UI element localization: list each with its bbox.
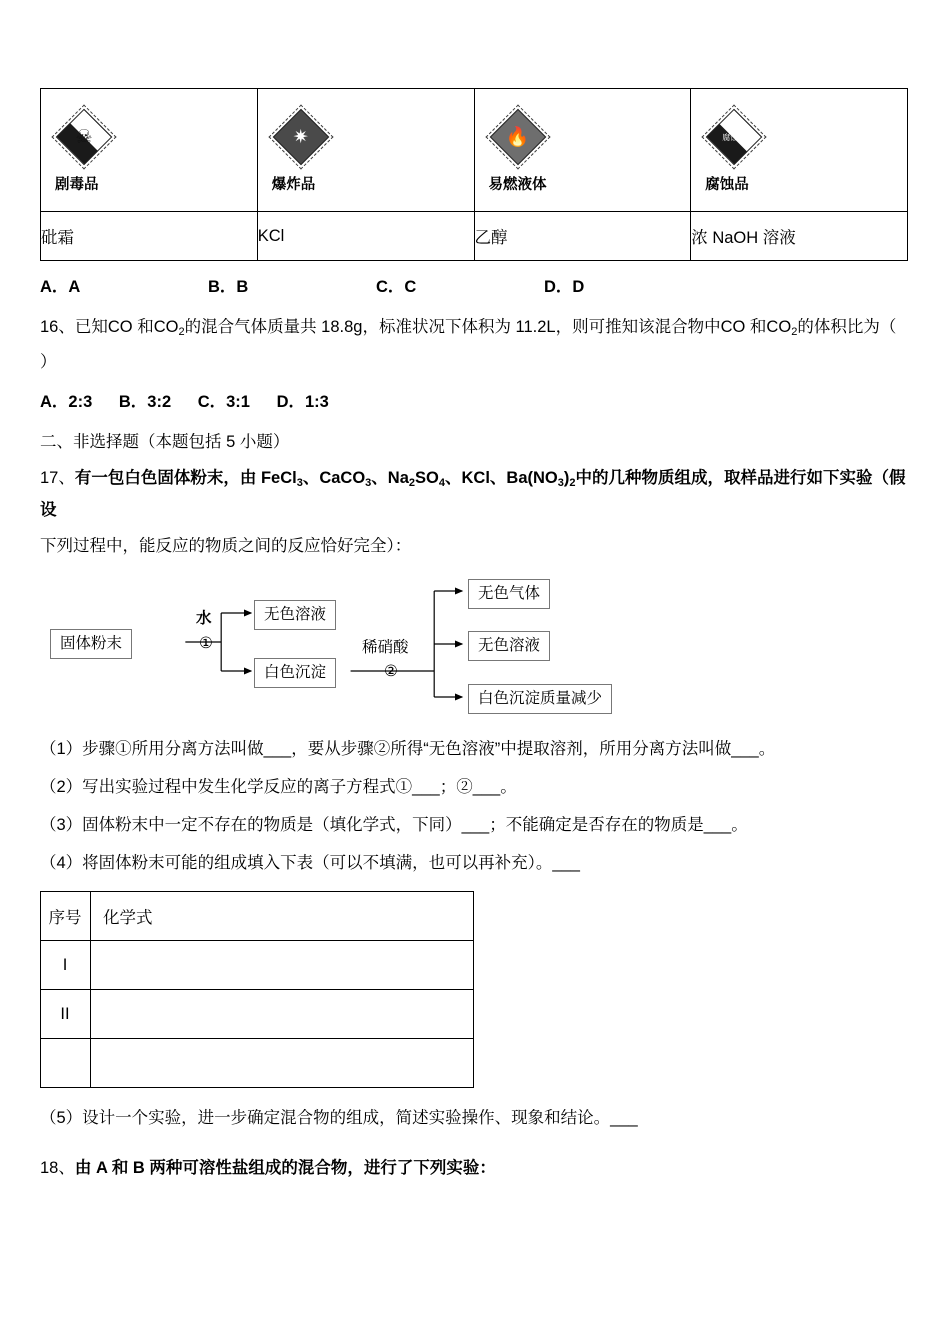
question-17-line2: 下列过程中，能反应的物质之间的反应恰好完全）： (40, 537, 412, 556)
symbol-toxic (41, 106, 257, 194)
question-17-sub4: （4）将固体粉末可能的组成填入下表（可以不填满，也可以再补充）。___ (40, 854, 580, 873)
choice-b: B．B (208, 278, 249, 296)
question-17-number: 17、 (40, 468, 75, 487)
hazard-cell-flammable (474, 89, 691, 212)
hazard-symbol-row (41, 89, 908, 212)
symbol-label-toxic: 剧毒品 (55, 177, 99, 193)
question-17-stem: 有一包白色固体粉末，由 FeCl$_3$、CaCO$_3$、$Na_2SO_4$、KCl、$Ba(NO_3)_2$中的几种物质组成，取样品进行如下实验（假设 (40, 468, 906, 520)
option-b: B．3:2 (118, 392, 172, 411)
flow-label-step1-number: ① (199, 634, 213, 652)
flow-label-step2-number: ② (384, 662, 398, 680)
flow-node-precipitate-decrease: 白色沉淀质量减少 (468, 684, 612, 715)
question-17-sub1: （1）步骤①所用分离方法叫做___，要从步骤②所得“无色溶液”中提取溶剂，所用分离方法叫做___。 (40, 739, 776, 758)
answer-table (40, 891, 474, 1088)
answer-row-formula-2[interactable] (91, 990, 474, 1039)
table-row (41, 941, 474, 990)
flow-label-dilute-nitric-acid: 稀硝酸 (362, 638, 409, 656)
skull-crossbones-toxic-icon (53, 106, 115, 168)
hazard-cell-corrosive (691, 89, 908, 212)
option-c: C．3:1 (197, 392, 250, 411)
flow-node-white-precipitate: 白色沉淀 (254, 658, 336, 689)
answer-row-formula-3[interactable] (91, 1039, 474, 1088)
question-16-number: 16、 (40, 318, 75, 336)
table-row (41, 990, 474, 1039)
hazard-symbol-table (40, 88, 908, 261)
hazard-name-1: KCl (257, 212, 474, 261)
page-content (40, 88, 908, 1185)
choice-a: A．A (40, 278, 81, 296)
choice-d: D．D (544, 278, 585, 296)
question-18-number: 18、 (40, 1159, 75, 1178)
question-16-body: 已知CO 和$CO_2$的混合气体质量共 18.8g，标准状况下体积为 11.2L，则可推知该混合物中CO 和$CO_2$的体积比为（ (74, 318, 897, 339)
answer-row-index-2: II (41, 990, 91, 1039)
flow-node-start: 固体粉末 (50, 629, 132, 660)
question-17-sub5: （5）设计一个实验，进一步确定混合物的组成，简述实验操作、现象和结论。___ (40, 1109, 638, 1128)
question-15-choices (40, 273, 908, 297)
flame-icon (487, 106, 549, 168)
experiment-flow-diagram (44, 577, 908, 707)
question-18-text (40, 1152, 908, 1184)
skull-glyph: ☠ (75, 126, 93, 148)
section-2-title: 二、非选择题（本题包括 5 小题） (40, 432, 290, 451)
flow-label-water: 水 (196, 609, 212, 627)
hazard-name-3: 浓 NaOH 溶液 (691, 212, 908, 261)
option-a: A．2:3 (40, 392, 93, 411)
answer-table-header-formula: 化学式 (91, 892, 474, 941)
hazard-name-2: 乙醇 (474, 212, 691, 261)
flow-node-colorless-gas: 无色气体 (468, 579, 550, 610)
hazard-cell-explosive (257, 89, 474, 212)
answer-row-index-3 (41, 1039, 91, 1088)
table-row (41, 1039, 474, 1088)
answer-row-formula-1[interactable] (91, 941, 474, 990)
question-16-continuation: ） (40, 352, 57, 371)
flow-node-colorless-solution-2: 无色溶液 (468, 631, 550, 662)
flow-node-colorless-solution-1: 无色溶液 (254, 600, 336, 631)
answer-row-index-1: I (41, 941, 91, 990)
symbol-corrosive (691, 106, 907, 194)
explosion-glyph: ✷ (292, 126, 309, 148)
symbol-flammable (475, 106, 691, 194)
answer-table-header-row (41, 892, 474, 941)
hazard-name-row (41, 212, 908, 261)
question-16-options (40, 388, 908, 412)
symbol-label-explosive: 爆炸品 (271, 177, 316, 193)
question-17-line1 (40, 462, 908, 527)
answer-table-header-index: 序号 (41, 892, 91, 941)
choice-c: C．C (376, 278, 417, 296)
question-17-sub2: （2）写出实验过程中发生化学反应的离子方程式①___；②___。 (40, 777, 517, 796)
question-16-text (40, 311, 908, 344)
corrosive-hand-icon (703, 106, 765, 168)
hazard-name-0: 砒霜 (41, 212, 258, 261)
flame-glyph: 🔥 (505, 126, 530, 148)
question-17-sub3: （3）固体粉末中一定不存在的物质是（填化学式，下同）___；不能确定是否存在的物质是___。 (40, 815, 748, 834)
corrosive-inner-text: 腐蚀品 (722, 132, 747, 142)
explosion-bomb-icon (270, 106, 332, 168)
symbol-label-flammable: 易燃液体 (488, 177, 547, 193)
hazard-cell-toxic (41, 89, 258, 212)
symbol-explosive (258, 106, 474, 194)
symbol-label-corrosive: 腐蚀品 (705, 177, 749, 193)
option-d: D．1:3 (276, 392, 329, 411)
question-18-body: 由 A 和 B 两种可溶性盐组成的混合物，进行了下列实验： (74, 1159, 496, 1178)
